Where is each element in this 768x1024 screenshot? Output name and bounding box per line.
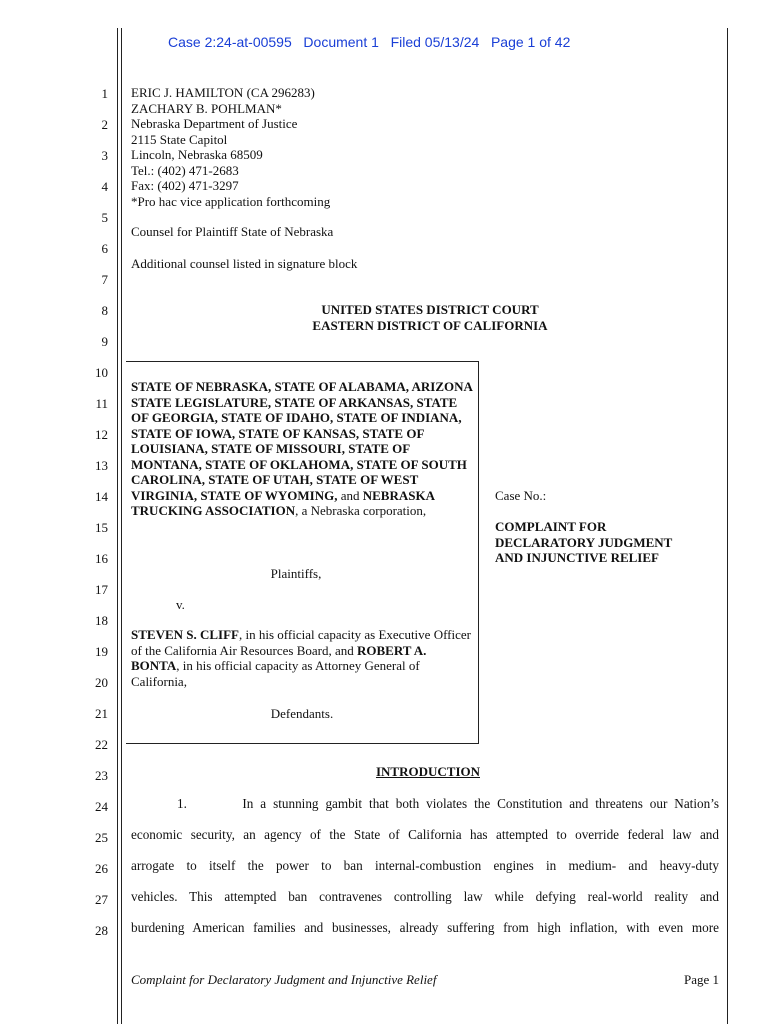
footer-title: Complaint for Declaratory Judgment and Injunctive Relief — [131, 972, 437, 987]
line-number: 3 — [101, 148, 108, 163]
line-number: 12 — [95, 427, 108, 442]
introduction-heading: INTRODUCTION — [375, 764, 480, 779]
complaint-title-line: DECLARATORY JUDGMENT — [495, 534, 673, 550]
plaintiff-trucking-desc: , a Nebraska corporation, — [295, 503, 427, 518]
line-number: 5 — [101, 210, 108, 225]
counsel-line: 2115 State Capitol — [131, 131, 228, 147]
body-line: 1. In a stunning gambit that both violates the Constitution and threatens our Nation’s — [177, 796, 719, 811]
line-number: 16 — [95, 551, 108, 566]
versus: v. — [176, 597, 185, 612]
body-line: economic security, an agency of the State of California has attempted to override federal law and — [131, 827, 719, 842]
plaintiff-states: STATE OF NEBRASKA, STATE OF ALABAMA, ARIZONA STATE LEGISLATURE, STATE OF ARKANSAS, STATE OF GEORGIA, STATE OF IDAHO, STATE OF INDIANA, STATE OF IOWA, STATE OF KANSAS, STATE OF LOUISIANA, STATE OF MISSOURI, STATE OF MONTANA, STATE OF OKLAHOMA, STATE OF SOUTH CAROLINA, STATE OF UTAH, STATE OF WEST VIRGINIA, STATE OF WYOMING, — [131, 379, 473, 503]
defendants-list — [131, 627, 476, 689]
counsel-line: ZACHARY B. POHLMAN* — [131, 100, 282, 116]
complaint-title — [495, 519, 672, 566]
plaintiffs-label: Plaintiffs, — [270, 566, 322, 581]
additional-counsel: Additional counsel listed in signature block — [131, 256, 358, 271]
defendant-bonta: ROBERT A. BONTA — [131, 642, 427, 673]
defendant-cliff: STEVEN S. CLIFF — [131, 627, 239, 642]
line-number: 9 — [101, 334, 108, 349]
line-number: 25 — [95, 830, 108, 845]
line-number: 24 — [95, 799, 108, 814]
line-number: 7 — [101, 272, 108, 287]
line-number: 21 — [95, 706, 108, 721]
line-number: 28 — [95, 923, 108, 938]
line-number: 4 — [101, 179, 108, 194]
counsel-line: *Pro hac vice application forthcoming — [131, 193, 331, 209]
line-number: 13 — [95, 458, 108, 473]
defendant-bonta-desc: , in his official capacity as Attorney General of California, — [131, 658, 420, 689]
line-number: 18 — [95, 613, 108, 628]
line-number: 26 — [95, 861, 108, 876]
line-number: 23 — [95, 768, 108, 783]
counsel-line: Fax: (402) 471-3297 — [131, 178, 239, 193]
line-number: 15 — [95, 520, 108, 535]
line-number: 19 — [95, 644, 108, 659]
page-number: Page 1 — [683, 972, 719, 987]
defendants-label: Defendants. — [270, 706, 334, 721]
line-number: 2 — [101, 117, 108, 132]
counsel-line: ERIC J. HAMILTON (CA 296283) — [131, 85, 315, 100]
body-line: vehicles. This attempted ban contravenes controlling law while defying real-world reality and — [131, 889, 719, 904]
counsel-line: Nebraska Department of Justice — [131, 116, 298, 131]
counsel-line: Lincoln, Nebraska 68509 — [131, 147, 263, 162]
plaintiff-trucking: NEBRASKA TRUCKING ASSOCIATION — [131, 487, 435, 518]
left-margin-rule-inner — [121, 28, 122, 1024]
complaint-title-line: AND INJUNCTIVE RELIEF — [495, 550, 659, 565]
plaintiffs-list — [131, 379, 476, 519]
court-district: EASTERN DISTRICT OF CALIFORNIA — [312, 318, 548, 333]
case-number-label: Case No.: — [495, 488, 547, 503]
line-number: 6 — [101, 241, 108, 256]
body-line: arrogate to itself the power to ban internal-combustion engines in medium- and heavy-duty — [131, 858, 719, 873]
court-name: UNITED STATES DISTRICT COURT — [321, 302, 539, 317]
counsel-for-plaintiff: Counsel for Plaintiff State of Nebraska — [131, 224, 334, 239]
line-number: 14 — [95, 489, 108, 504]
line-number: 8 — [101, 303, 108, 318]
defendant-cliff-desc: , in his official capacity as Executive Officer of the California Air Resources Board, and — [131, 627, 471, 658]
line-number: 22 — [95, 737, 108, 752]
line-number: 17 — [95, 582, 108, 597]
conjunction: and — [337, 487, 363, 503]
line-number: 1 — [101, 86, 108, 101]
case-header: Case 2:24-at-00595 Document 1 Filed 05/13/24 Page 1 of 42 — [168, 34, 571, 50]
body-line: burdening American families and businesses, already suffering from high inflation, with even more — [131, 920, 719, 935]
line-number: 11 — [95, 396, 108, 411]
complaint-title-line: COMPLAINT FOR — [495, 519, 607, 534]
line-number: 10 — [95, 365, 108, 380]
right-margin-rule — [727, 28, 728, 1024]
left-margin-rule-outer — [117, 28, 118, 1024]
counsel-line: Tel.: (402) 471-2683 — [131, 162, 239, 178]
line-number: 20 — [95, 675, 108, 690]
line-number: 27 — [95, 892, 108, 907]
